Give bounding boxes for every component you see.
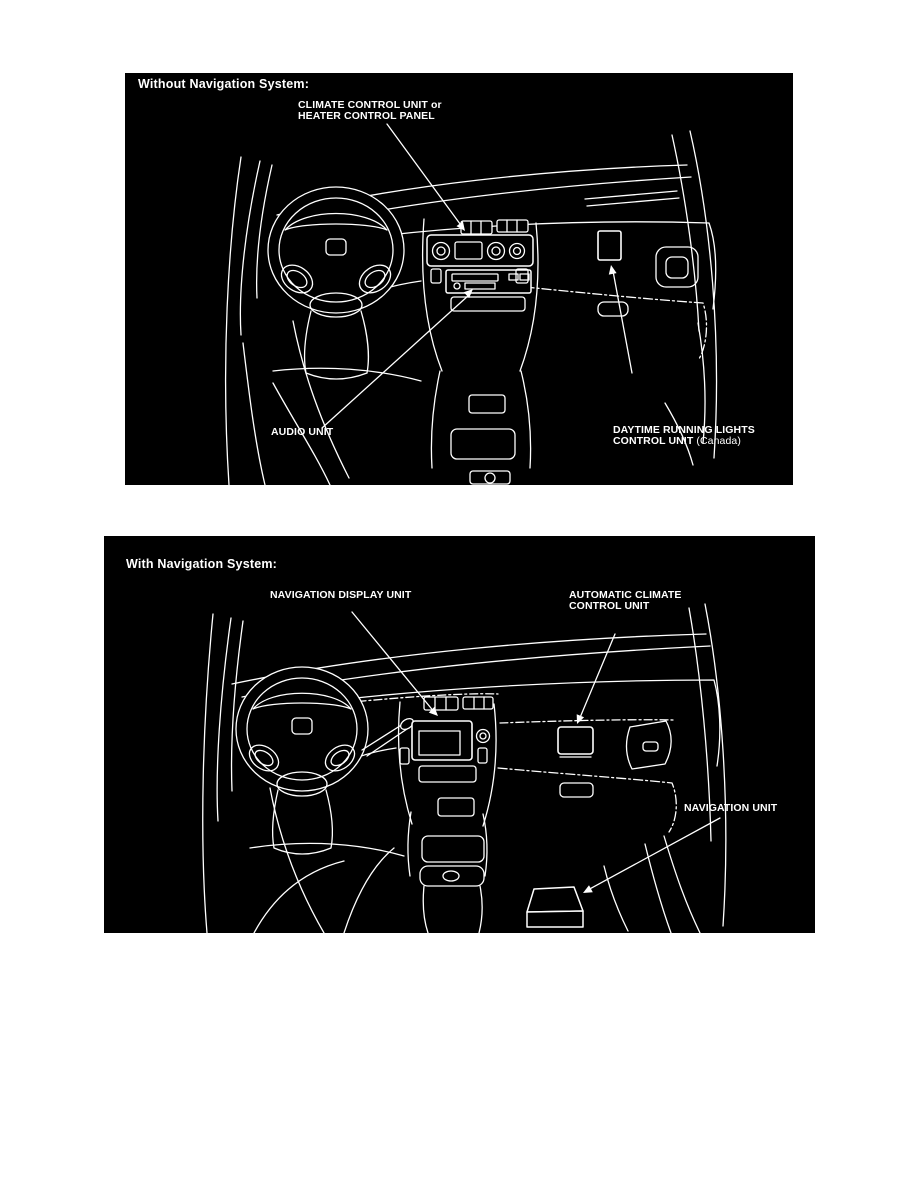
left-pillar-line <box>226 157 241 485</box>
label-navigation-display-unit: NAVIGATION DISPLAY UNIT <box>270 589 412 601</box>
left-pillar-line <box>203 614 213 933</box>
label-climate-control-unit: CLIMATE CONTROL UNIT or HEATER CONTROL PANEL <box>298 99 442 122</box>
climate-leader-arrow <box>387 124 465 231</box>
label-navigation-unit: NAVIGATION UNIT <box>684 802 778 814</box>
label-automatic-climate-control-unit: AUTOMATIC CLIMATE CONTROL UNIT <box>569 589 682 612</box>
navigation-display-unit <box>412 721 472 760</box>
center-stack <box>423 219 538 484</box>
dashboard-line-art-with-nav <box>104 536 815 933</box>
diagram-panel-without-nav <box>125 73 793 485</box>
navigation-unit-box <box>527 887 583 927</box>
nav-unit-leader-arrow <box>583 818 720 893</box>
auto-climate-leader-arrow <box>577 634 615 724</box>
steering-column-stalk <box>362 716 415 756</box>
panel-title-without-nav: Without Navigation System: <box>138 77 310 91</box>
climate-control-unit <box>427 235 533 266</box>
glovebox-outline <box>626 721 671 769</box>
drl-leader-arrow <box>609 265 632 373</box>
panel-title-with-nav: With Navigation System: <box>126 557 278 571</box>
label-audio-unit: AUDIO UNIT <box>271 426 334 438</box>
right-pillar-line <box>690 131 717 458</box>
center-stack <box>399 697 497 933</box>
label-daytime-running-lights: DAYTIME RUNNING LIGHTS CONTROL UNIT (Canada) <box>613 424 755 447</box>
steering-wheel <box>236 667 368 854</box>
automatic-climate-control-unit-box <box>558 727 593 757</box>
audio-unit <box>446 270 531 293</box>
diagram-panel-with-nav <box>104 536 815 933</box>
steering-wheel <box>268 187 404 379</box>
daytime-running-lights-control-unit-box <box>598 231 621 260</box>
